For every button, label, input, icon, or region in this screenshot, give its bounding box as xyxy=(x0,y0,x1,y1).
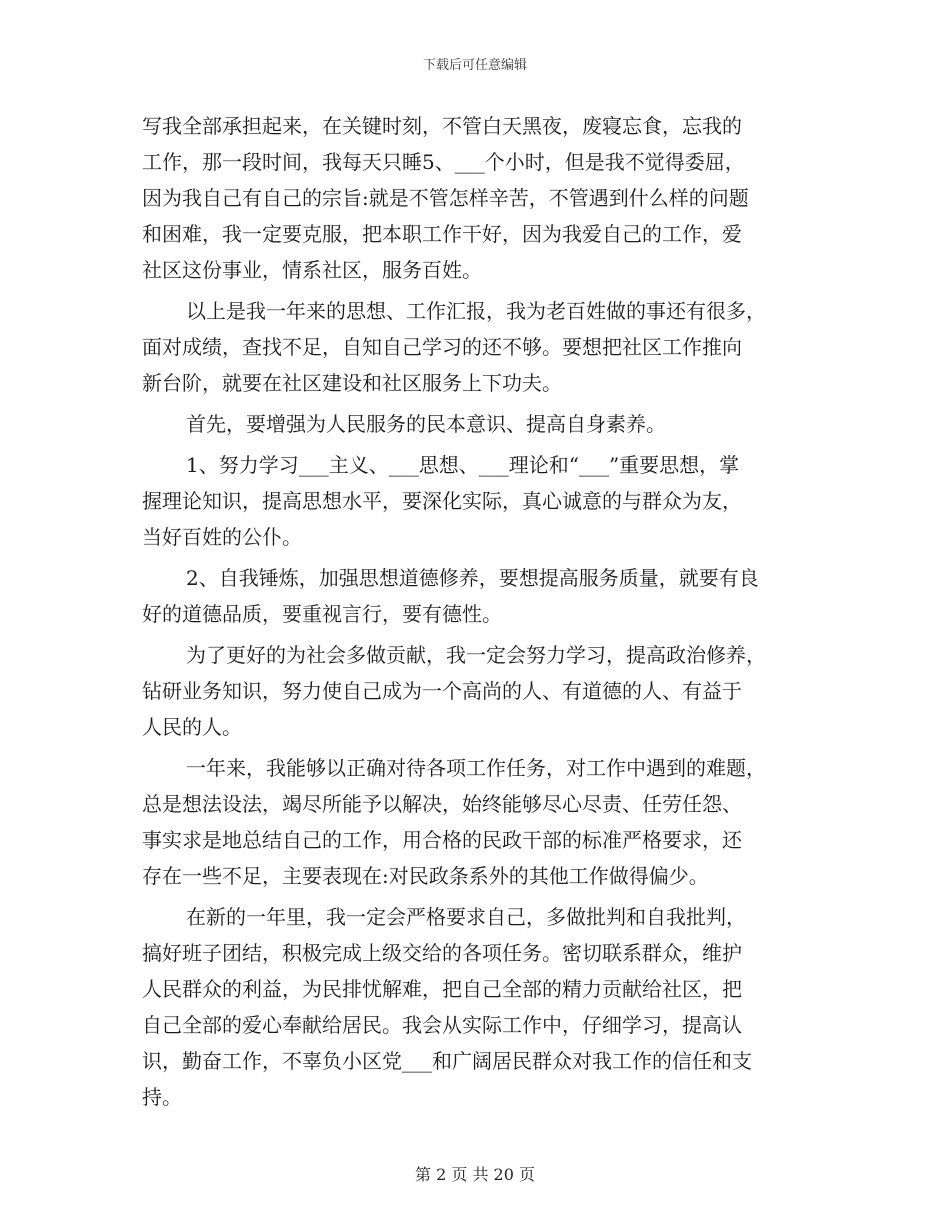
paragraph-line: 好的道德品质，要重视言行，要有德性。 xyxy=(142,602,502,626)
paragraph xyxy=(142,750,812,894)
paragraph-line: 自己全部的爱心奉献给居民。我会从实际工作中，仔细学习，提高认 xyxy=(142,1013,742,1037)
paragraph-line: 和困难，我一定要克服，把本职工作干好，因为我爱自己的工作，爱 xyxy=(142,222,742,246)
paragraph-line: 一年来，我能够以正确对待各项工作任务，对工作中遇到的难题， xyxy=(186,756,766,780)
paragraph xyxy=(142,406,812,442)
paragraph-line: 因为我自己有自己的宗旨:就是不管怎样辛苦，不管遇到什么样的问题 xyxy=(142,186,749,210)
paragraph-line: 在新的一年里，我一定会严格要求自己，多做批判和自我批判， xyxy=(186,905,746,929)
paragraph-line: 钻研业务知识，努力使自己成为一个高尚的人、有道德的人、有益于 xyxy=(142,679,742,703)
paragraph-line: 人民的人。 xyxy=(142,715,242,739)
paragraph xyxy=(142,447,812,555)
paragraph-line: 1、努力学习___主义、___思想、___理论和“___”重要思想，掌 xyxy=(186,453,740,477)
paragraph-line: 识，勤奋工作，不辜负小区党___和广阔居民群众对我工作的信任和支 xyxy=(142,1049,752,1073)
paragraph-line: 总是想法设法，竭尽所能予以解决，始终能够尽心尽责、任劳任怨、 xyxy=(142,792,742,816)
paragraph xyxy=(142,108,812,288)
paragraph xyxy=(142,637,812,745)
paragraph-line: 社区这份事业，情系社区，服务百姓。 xyxy=(142,258,482,282)
paragraph-line: 为了更好的为社会多做贡献，我一定会努力学习，提高政治修养， xyxy=(186,643,766,667)
page-footer-number: 第 2 页 共 20 页 xyxy=(415,1165,535,1184)
page-header-note: 下载后可任意编辑 xyxy=(422,58,527,73)
paragraph-line: 事实求是地总结自己的工作，用合格的民政干部的标准严格要求，还 xyxy=(142,828,742,852)
paragraph-line: 以上是我一年来的思想、工作汇报，我为老百姓做的事还有很多， xyxy=(186,299,766,323)
paragraph-line: 工作，那一段时间，我每天只睡5、___个小时，但是我不觉得委屈， xyxy=(142,150,745,174)
paragraph xyxy=(142,899,812,1115)
paragraph-line: 写我全部承担起来，在关键时刻，不管白天黑夜，废寝忘食，忘我的 xyxy=(142,114,742,138)
document-body xyxy=(142,108,812,1115)
paragraph-line: 首先，要增强为人民服务的民本意识、提高自身素养。 xyxy=(186,412,666,436)
paragraph-line: 2、自我锤炼，加强思想道德修养，要想提高服务质量，就要有良 xyxy=(186,566,759,590)
paragraph xyxy=(142,560,812,632)
paragraph-line: 搞好班子团结，积极完成上级交给的各项任务。密切联系群众，维护 xyxy=(142,941,742,965)
paragraph-line: 当好百姓的公仆。 xyxy=(142,525,302,549)
paragraph-line: 面对成绩，查找不足，自知自己学习的还不够。要想把社区工作推向 xyxy=(142,335,742,359)
paragraph-line: 新台阶，就要在社区建设和社区服务上下功夫。 xyxy=(142,371,562,395)
paragraph-line: 持。 xyxy=(142,1085,182,1109)
paragraph-line: 握理论知识，提高思想水平，要深化实际，真心诚意的与群众为友， xyxy=(142,489,742,513)
paragraph xyxy=(142,293,812,401)
paragraph-line: 存在一些不足，主要表现在:对民政条系外的其他工作做得偏少。 xyxy=(142,864,709,888)
paragraph-line: 人民群众的利益，为民排忧解难，把自己全部的精力贡献给社区，把 xyxy=(142,977,742,1001)
